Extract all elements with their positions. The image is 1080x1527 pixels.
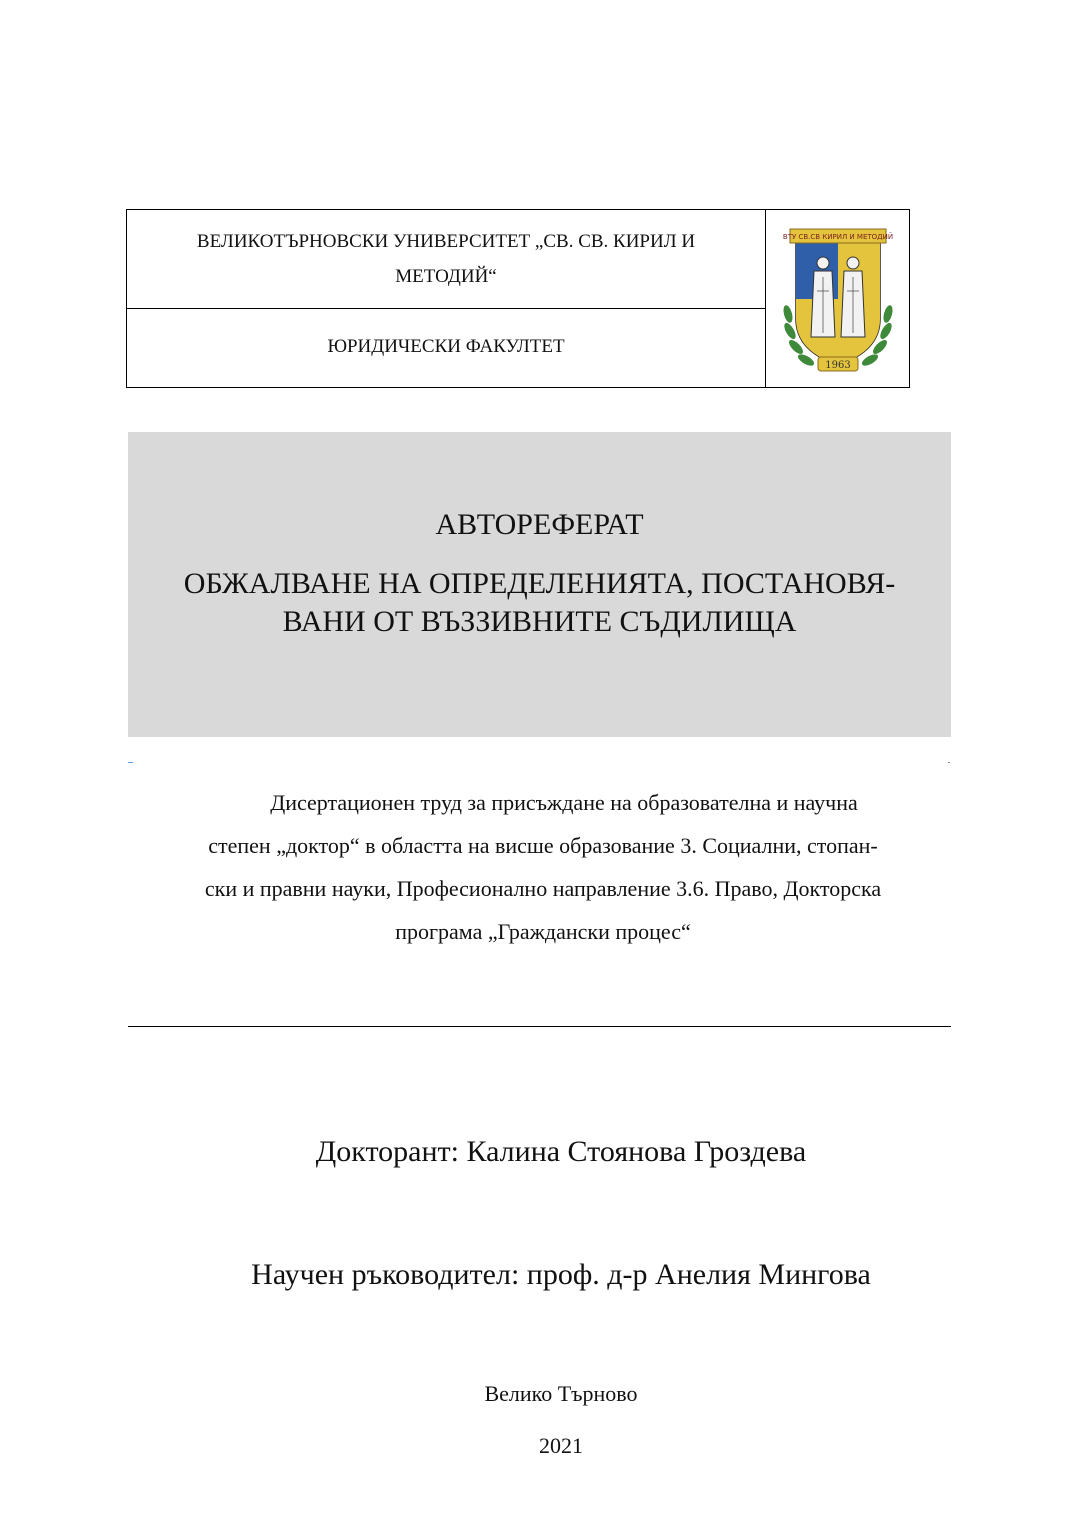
city: Велико Търново — [484, 1381, 638, 1406]
title-box — [128, 432, 951, 737]
crest-cell — [766, 210, 909, 387]
horizontal-divider — [128, 1026, 951, 1027]
description-line-2: степен „доктор“ в областта на висше образование 3. Социални, стопан- — [208, 833, 878, 858]
crest-year: 1963 — [824, 359, 851, 371]
description-line-3: ски и правни науки, Професионално направление 3.6. Право, Докторска — [204, 876, 882, 901]
description-line-4: програма „Граждански процес“ — [395, 919, 691, 944]
dissertation-description — [150, 781, 936, 953]
doctorant-name: Докторант: Калина Стоянова Гроздева — [315, 1135, 807, 1168]
crest-ribbon-text: ВТУ СВ.СВ КИРИЛ И МЕТОДИЙ — [782, 232, 893, 241]
year: 2021 — [539, 1433, 583, 1458]
header-text-column — [127, 210, 766, 387]
thesis-title — [128, 565, 951, 641]
thesis-title-line-1: ОБЖАЛВАНЕ НА ОПРЕДЕЛЕНИЯТА, ПОСТАНОВЯ- — [183, 567, 896, 600]
university-name: ВЕЛИКОТЪРНОВСКИ УНИВЕРСИТЕТ „СВ. СВ. КИРИЛ И МЕТОДИЙ“ — [127, 210, 765, 309]
description-line-1: Дисертационен труд за присъждане на образователна и научна — [270, 790, 858, 815]
faculty-name: ЮРИДИЧЕСКИ ФАКУЛТЕТ — [327, 336, 565, 357]
supervisor-name: Научен ръководител: проф. д-р Анелия Мингова — [251, 1258, 871, 1291]
decorative-tick — [128, 762, 133, 763]
decorative-tick — [948, 762, 950, 763]
header-table — [126, 209, 910, 388]
document-type-title: АВТОРЕФЕРАТ — [435, 508, 644, 541]
thesis-title-line-2: ВАНИ ОТ ВЪЗЗИВНИТЕ СЪДИЛИЩА — [282, 605, 797, 638]
university-crest-icon — [778, 219, 898, 379]
